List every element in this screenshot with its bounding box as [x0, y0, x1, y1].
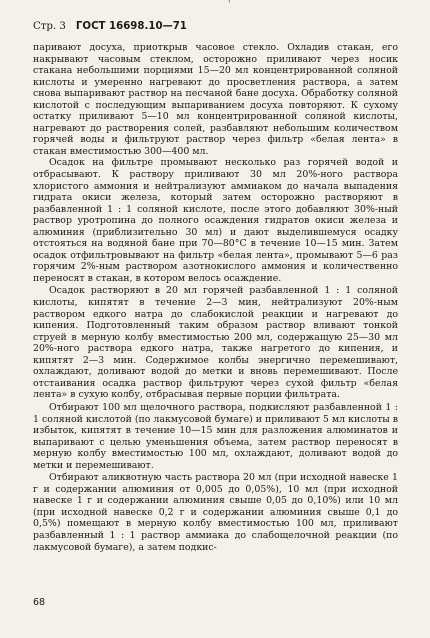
- paragraph: Отбирают аликвотную часть раствора 20 мл (при исходной навеске 1 г и содержании алюминия от 0,005 до 0,05%), 10 мл (при исходной навеске 1 г и содержании алюминия свыше 0,05 до 0,10%) или 10 мл (при исходной навеске 0,2 г и содержании алюминия свыше 0,1 до 0,5%) помещают в мерную колбу вместимостью 100 мл, приливают разбавленный 1 : 1 раствор аммиака до слабощелочной реакции (по лакмусовой бумаге), а затем подкис-: [33, 472, 398, 553]
- document-body: [33, 42, 398, 553]
- paragraph: Осадок растворяют в 20 мл горячей разбавленной 1 : 1 соляной кислоты, кипятят в течение 2—3 мин, нейтрализуют 20%-ным раствором едкого натра до слабокислой реакции и нагревают до кипения. Подготовленный таким образом раствор вливают тонкой струей в мерную колбу вместимостью 200 мл, содержащую 25—30 мл 20%-ного раствора едкого натра, также нагретого до кипения, и кипятят 2—3 мин. Содержимое колбы энергично перемешивают, охлаждают, доливают водой до метки и вновь перемешивают. После отстаивания осадка раствор фильтруют через сухой фильтр «белая лента» в сухую колбу, отбрасывая первые порции фильтрата.: [33, 285, 398, 401]
- paragraph: паривают досуха, приоткрыв часовое стекло. Охладив стакан, его накрывают часовым стеклом, осторожно приливают через носик стакана небольшими порциями 15—20 мл концентрированной соляной кислоты и умеренно нагревают до просветления раствора, а затем снова выпаривают раствор на песчаной бане досуха. Обработку соляной кислотой с последующим выпариванием досуха повторяют. К сухому остатку приливают 5—10 мл концентрированной соляной кислоты, нагревают до растворения солей, разбавляют небольшим количеством горячей воды и фильтруют раствор через фильтр «белая лента» в стакан вместимостью 300—400 мл.: [33, 42, 398, 157]
- page-header: [33, 20, 397, 33]
- paragraph: Осадок на фильтре промывают несколько раз горячей водой и отбрасывают. К раствору приливают 30 мл 20%-ного раствора хлористого аммония и нейтрализуют аммиаком до начала выпадения гидрата окиси железа, который затем осторожно растворяют в разбавленной 1 : 1 соляной кислоте, после этого добавляют 30%-ный раствор уротропина до полного осаждения гидратов окиси железа и алюминия (приблизительно 30 мл) и дают выделившемуся осадку отстояться на водяной бане при 70—80°С в течение 10—15 мин. Затем осадок отфильтровывают на фильтр «белая лента», промывают 5—6 раз горячим 2%-ным раствором азотнокислого аммония и количественно переносят в стакан, в котором велось осаждение.: [33, 157, 398, 284]
- page-label: Стр. 3: [33, 21, 66, 32]
- standard-number: ГОСТ 16698.10—71: [75, 21, 187, 32]
- scan-mark: ': [228, 0, 231, 10]
- page-number: 68: [33, 597, 46, 608]
- paragraph: Отбирают 100 мл щелочного раствора, подкисляют разбавленной 1 : 1 соляной кислотой (по лакмусовой бумаге) и приливают 5 мл кислоты в избыток, кипятят в течение 10—15 мин для разложения алюминатов и выпаривают с целью уменьшения объема, затем раствор переносят в мерную колбу вместимостью 100 мл, охлаждают, доливают водой до метки и перемешивают.: [33, 401, 398, 471]
